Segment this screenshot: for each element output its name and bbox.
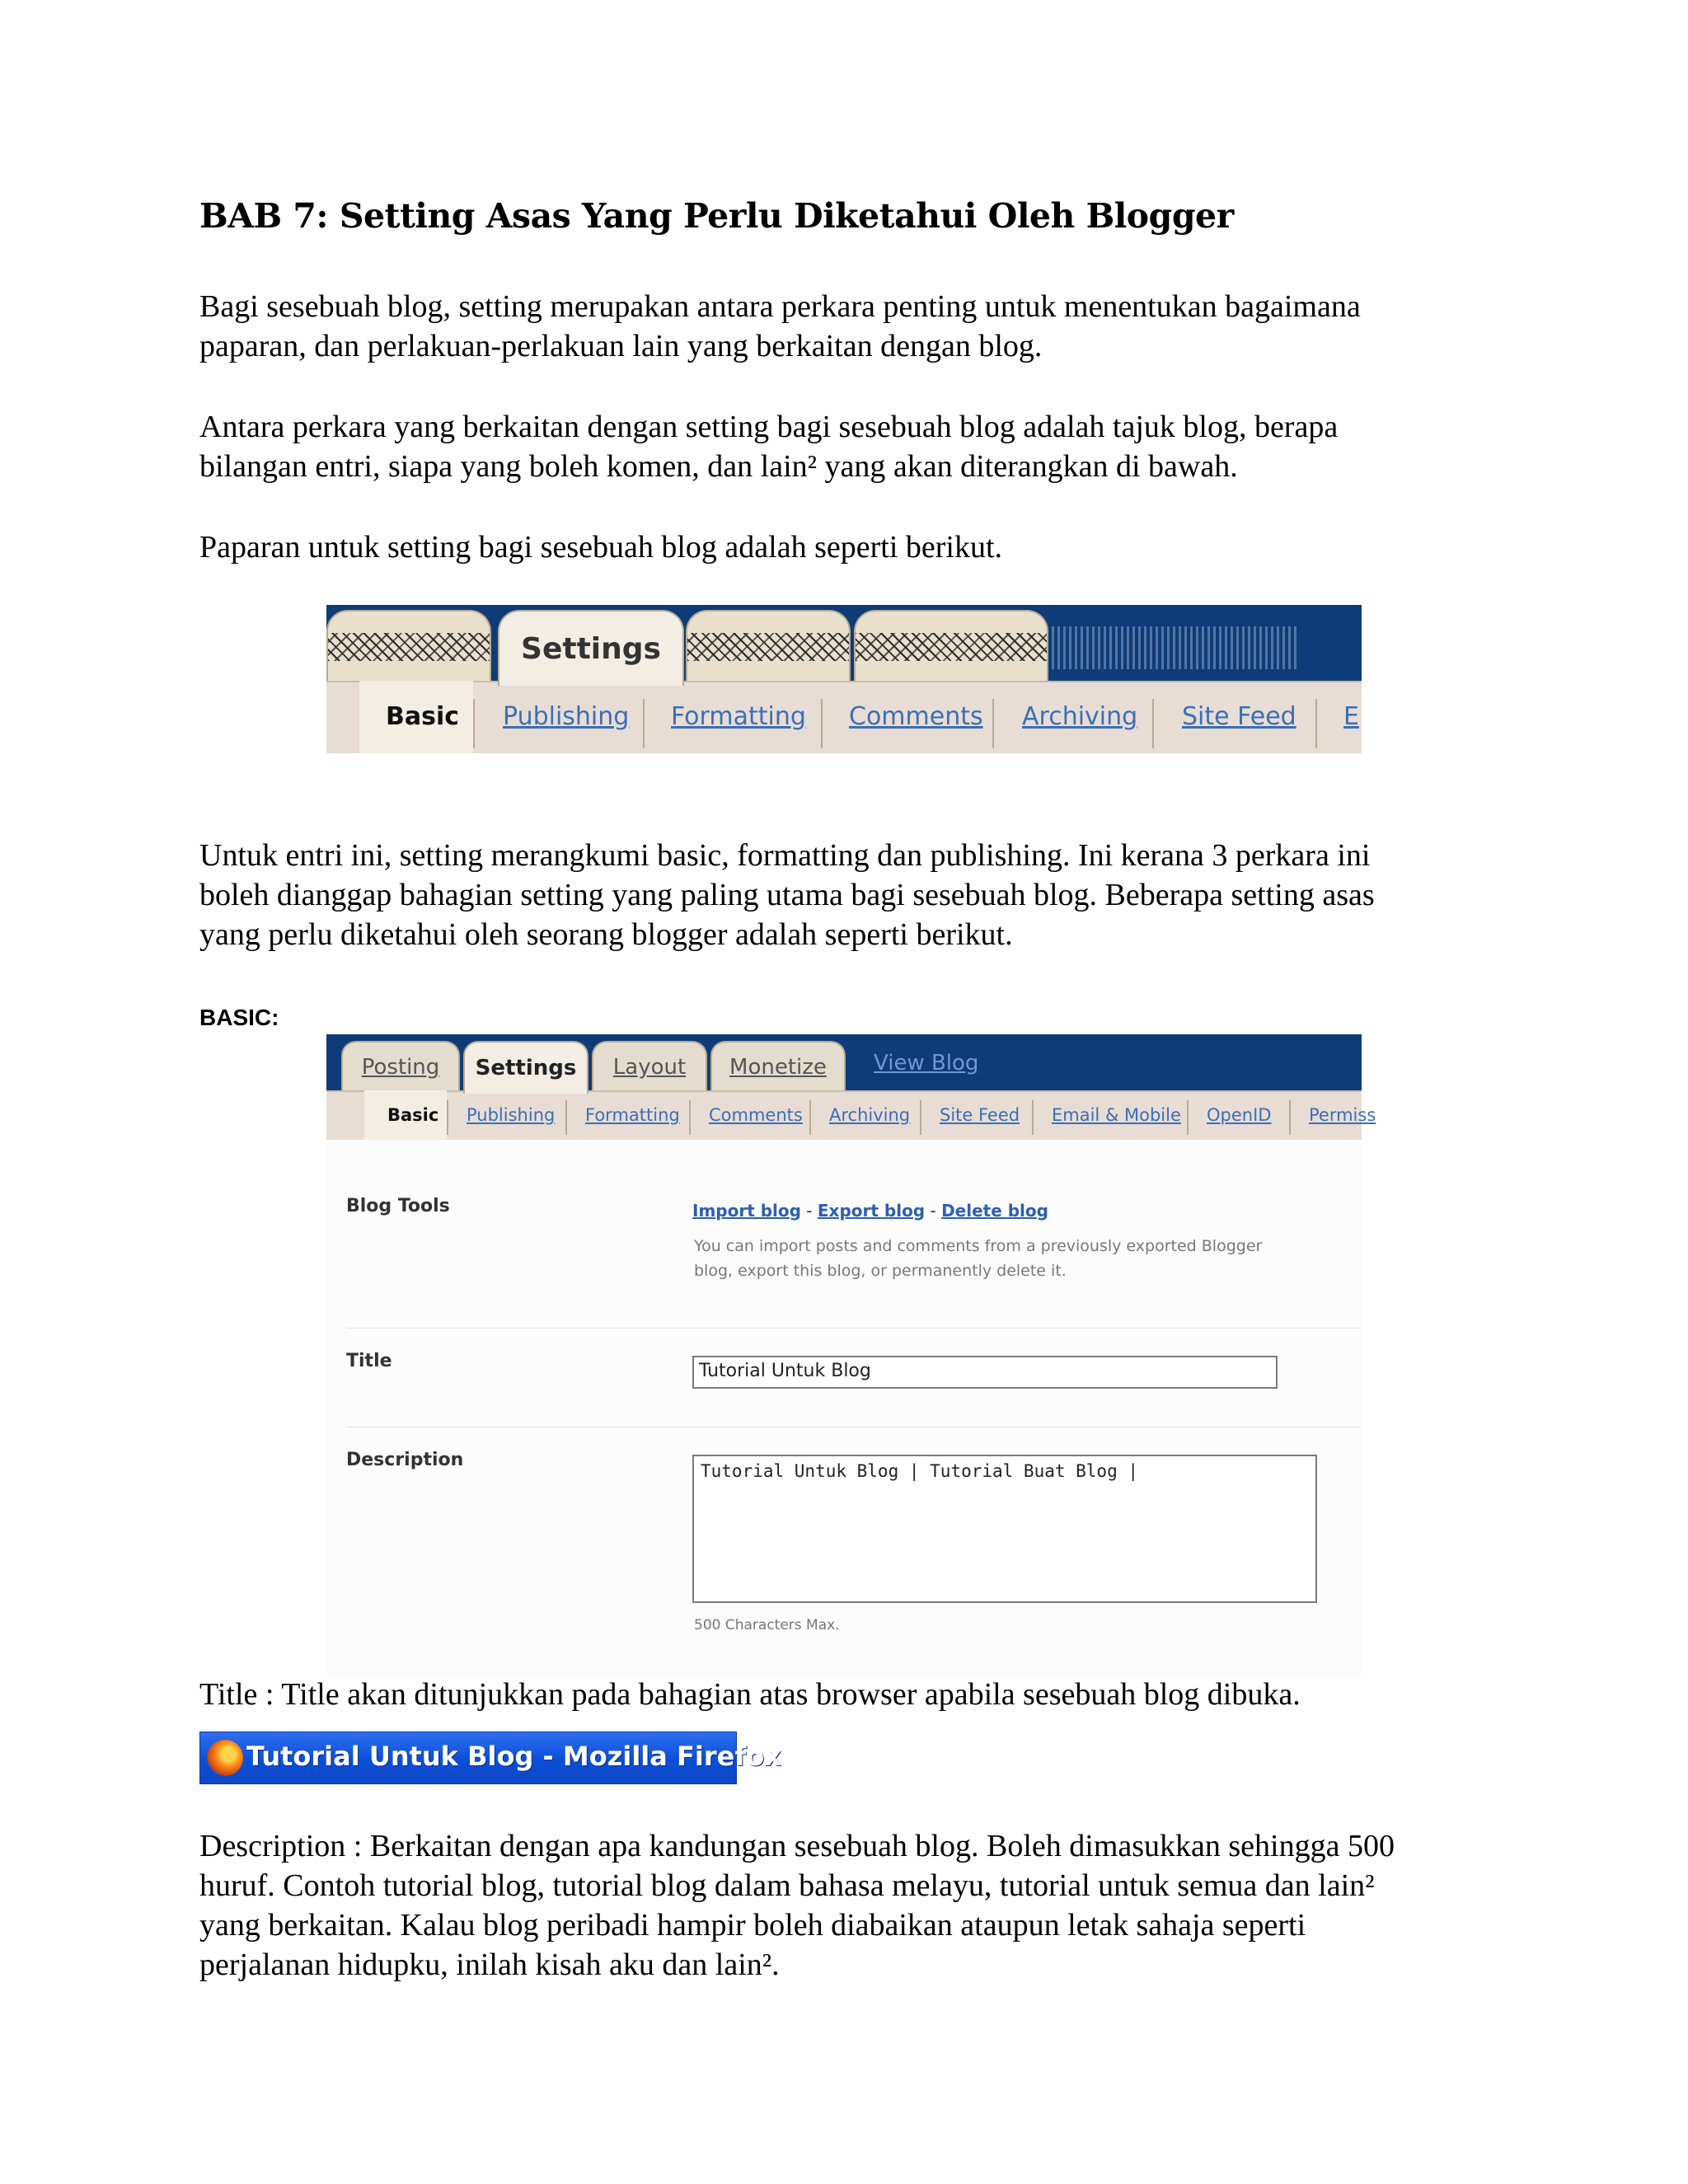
link-separator: - <box>800 1201 818 1221</box>
row-divider <box>346 1328 1362 1329</box>
blurred-background <box>1052 626 1299 669</box>
subtab-divider <box>643 699 645 748</box>
description-label: Description <box>346 1450 464 1470</box>
delete-blog-link[interactable]: Delete blog <box>941 1201 1048 1221</box>
subtab-publishing[interactable]: Publishing <box>467 1105 556 1125</box>
paragraph-line: Title : Title akan ditunjukkan pada bahagian atas browser apabila sesebuah blog dibuka. <box>199 1677 1301 1712</box>
paragraph-intro <box>199 287 1518 366</box>
subtab-comments[interactable]: Comments <box>849 702 983 731</box>
page-title: BAB 7: Setting Asas Yang Perlu Diketahui Oleh Blogger <box>199 196 1234 236</box>
paragraph-line: boleh dianggap bahagian setting yang paling utama bagi sesebuah blog. Beberapa setting asas <box>199 878 1375 912</box>
paragraph-line: Description : Berkaitan dengan apa kandungan sesebuah blog. Boleh dimasukkan sehingga 500 <box>199 1829 1395 1863</box>
subtab-publishing[interactable]: Publishing <box>503 702 630 731</box>
subtab-divider <box>1187 1100 1189 1135</box>
tab-blurred[interactable] <box>326 610 491 682</box>
paragraph-title-explain <box>199 1675 1518 1714</box>
paragraph-description-explain <box>199 1826 1518 1985</box>
paragraph-line: yang perlu diketahui oleh seorang blogger adalah seperti berikut. <box>199 917 1013 952</box>
subtab-basic[interactable]: Basic <box>387 1105 439 1125</box>
import-blog-link[interactable]: Import blog <box>692 1201 801 1221</box>
blog-tools-links <box>692 1201 1048 1221</box>
paragraph-line: perjalanan hidupku, inilah kisah aku dan lain². <box>199 1947 780 1982</box>
paragraph-line: Paparan untuk setting bagi sesebuah blog adalah seperti berikut. <box>199 530 1003 565</box>
subtab-divider <box>920 1100 921 1135</box>
subtab-formatting[interactable]: Formatting <box>671 702 806 731</box>
subtab-basic[interactable]: Basic <box>386 702 460 731</box>
tab-monetize[interactable]: Monetize <box>710 1041 846 1092</box>
tab-settings[interactable]: Settings <box>463 1041 588 1094</box>
paragraph-line: yang berkaitan. Kalau blog peribadi hampir boleh diabaikan ataupun letak sahaja seperti <box>199 1908 1306 1943</box>
paragraph-line: bilangan entri, siapa yang boleh komen, dan lain² yang akan diterangkan di bawah. <box>199 449 1238 484</box>
title-label: Title <box>346 1351 392 1371</box>
paragraph-line: Bagi sesebuah blog, setting merupakan antara perkara penting untuk menentukan bagaimana <box>199 289 1361 324</box>
subtab-archiving[interactable]: Archiving <box>829 1105 911 1125</box>
paragraph-line: Antara perkara yang berkaitan dengan setting bagi sesebuah blog adalah tajuk blog, berapa <box>199 410 1339 444</box>
tab-blurred[interactable] <box>686 610 851 682</box>
tab-layout[interactable]: Layout <box>592 1041 707 1092</box>
subtab-divider <box>565 1100 567 1135</box>
subtab-formatting[interactable]: Formatting <box>585 1105 680 1125</box>
paragraph-display <box>199 527 1518 567</box>
subtab-site-feed[interactable]: Site Feed <box>940 1105 1020 1125</box>
section-heading-basic: BASIC: <box>199 1005 279 1030</box>
character-limit-note: 500 Characters Max. <box>694 1617 840 1633</box>
subtab-email-mobile[interactable]: Email & Mobile <box>1052 1105 1181 1125</box>
blog-tools-hint: You can import posts and comments from a previously exported Blogger blog, export this blog, or permanently delete it. <box>694 1237 1263 1280</box>
subtab-permissions[interactable]: Permiss <box>1309 1105 1376 1125</box>
subtab-divider <box>821 699 823 748</box>
subtab-archiving[interactable]: Archiving <box>1022 702 1138 731</box>
subtab-divider <box>1152 699 1154 748</box>
tab-blurred[interactable] <box>854 610 1048 682</box>
subtab-divider <box>473 699 475 748</box>
blog-tools-label: Blog Tools <box>346 1196 450 1216</box>
firefox-title-bar <box>199 1732 781 1784</box>
paragraph-setting-items <box>199 407 1518 486</box>
subtab-divider <box>1315 699 1317 748</box>
link-separator: - <box>925 1201 942 1221</box>
export-blog-link[interactable]: Export blog <box>817 1201 926 1221</box>
window-title: Tutorial Untuk Blog - Mozilla Firefox <box>246 1741 781 1772</box>
subtab-cut-off[interactable]: E <box>1343 702 1359 731</box>
view-blog-link[interactable]: View Blog <box>874 1051 979 1076</box>
tab-settings[interactable]: Settings <box>498 610 684 686</box>
subtab-divider <box>992 699 994 748</box>
paragraph-line: paparan, dan perlakuan-perlakuan lain yang berkaitan dengan blog. <box>199 329 1043 363</box>
paragraph-line: Untuk entri ini, setting merangkumi basic, formatting dan publishing. Ini kerana 3 perkara ini <box>199 838 1371 873</box>
subtab-divider <box>447 1100 448 1135</box>
firefox-icon <box>207 1740 243 1776</box>
paragraph-basic-intro <box>199 836 1518 954</box>
subtab-divider <box>689 1100 691 1135</box>
description-textarea[interactable]: Tutorial Untuk Blog | Tutorial Buat Blog | <box>692 1455 1317 1603</box>
subtab-comments[interactable]: Comments <box>709 1105 803 1125</box>
subtab-divider <box>1289 1100 1291 1135</box>
subtab-openid[interactable]: OpenID <box>1207 1105 1272 1125</box>
subtab-divider <box>809 1100 811 1135</box>
paragraph-line: huruf. Contoh tutorial blog, tutorial blog dalam bahasa melayu, tutorial untuk semua dan lain² <box>199 1868 1375 1903</box>
subtab-site-feed[interactable]: Site Feed <box>1182 702 1296 731</box>
tab-posting[interactable]: Posting <box>341 1041 460 1092</box>
settings-tabs-screenshot <box>326 605 1362 753</box>
subtab-divider <box>1032 1100 1034 1135</box>
title-input[interactable]: Tutorial Untuk Blog <box>692 1356 1278 1389</box>
basic-settings-screenshot <box>326 1034 1376 1677</box>
